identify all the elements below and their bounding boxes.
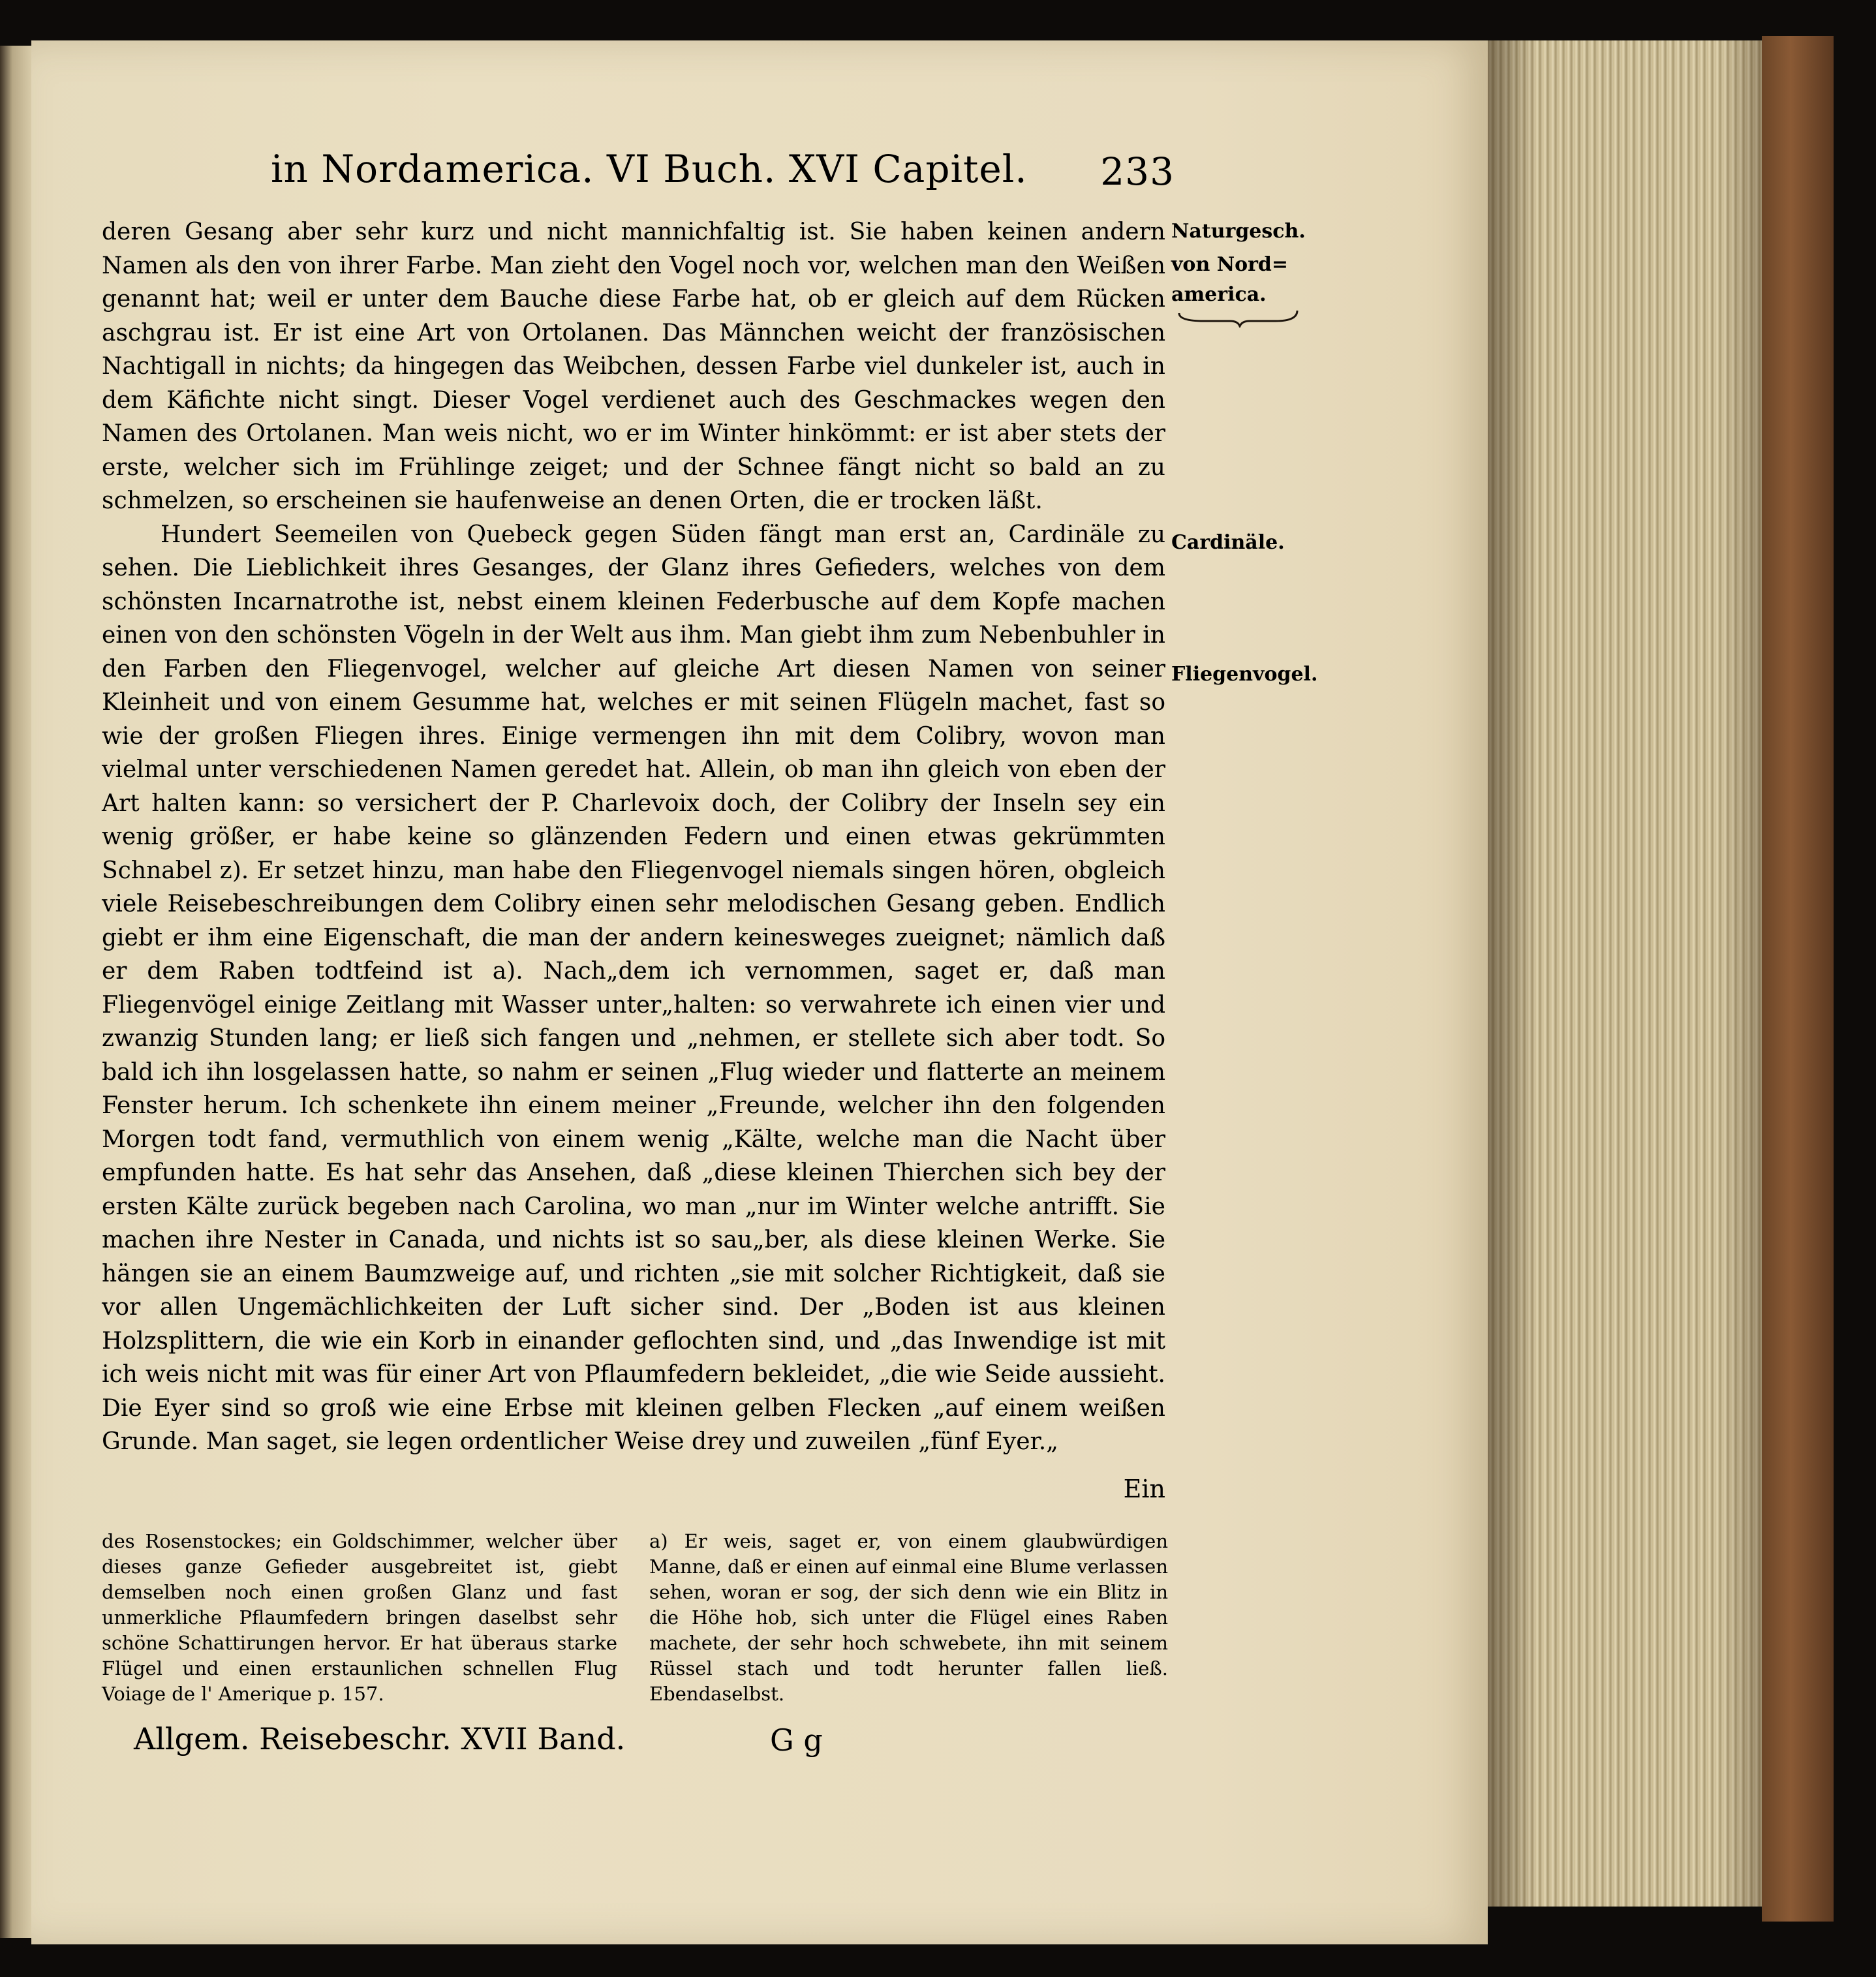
margin-note-naturgesch: Naturgesch. (1171, 220, 1306, 243)
footnote-left-text: des Rosenstockes; ein Goldschimmer, welcher über dieses ganze Gefieder ausgebreitet ist, giebt demselben noch einen großen Glanz und fast unmerkliche Pflaumfedern bringen daselbst sehr schöne Schattirungen hervor. Er hat überaus starke Flügel und einen erstaunlichen schnellen Flug Voiage de l' Amerique p. 157. (102, 1530, 617, 1705)
book-cover (1762, 36, 1834, 1922)
footnote-left (102, 1529, 617, 1707)
margin-note-america: america. (1171, 283, 1267, 306)
catchword: Ein (1123, 1475, 1165, 1503)
paragraph-2: Hundert Seemeilen von Quebeck gegen Süden fängt man erst an, Cardinäle zu sehen. Die Lieblichkeit ihres Gesanges, der Glanz ihres Gefieders, welches von dem schönsten Incarnatrothe ist, nebst einem kleinen Federbusche auf dem Kopfe machen einen von den schönsten Vögeln in der Welt aus ihm. Man giebt ihm zum Nebenbuhler in den Farben den Fliegenvogel, welcher auf gleiche Art diesen Namen von seiner Kleinheit und von einem Gesumme hat, welches er mit seinen Flügeln machet, fast so wie der großen Fliegen ihres. Einige vermengen ihn mit dem Colibry, wovon man vielmal unter verschiedenen Namen geredet hat. Allein, ob man ihn gleich von eben der Art halten kann: so versichert der P. Charlevoix doch, der Colibry der Inseln sey ein wenig größer, er habe keine so glänzenden Federn und einen etwas gekrümmten Schnabel z). Er setzet hinzu, man habe den Fliegenvogel niemals singen hören, obgleich viele Reisebeschreibungen dem Colibry einen sehr melodischen Gesang geben. Endlich giebt er ihm eine Eigenschaft, die man der andern keinesweges zueignet; nämlich daß er dem Raben todtfeind ist a). Nach„dem ich vernommen, saget er, daß man Fliegenvögel einige Zeitlang mit Wasser unter„halten: so verwahrete ich einen vier und zwanzig Stunden lang; er ließ sich fangen und „nehmen, er stellete sich aber todt. So bald ich ihn losgelassen hatte, so nahm er seinen „Flug wieder und flatterte an meinem Fenster herum. Ich schenkete ihn einem meiner „Freunde, welcher ihn den folgenden Morgen todt fand, vermuthlich von einem wenig „Kälte, welche man die Nacht über empfunden hatte. Es hat sehr das Ansehen, daß „diese kleinen Thierchen sich bey der ersten Kälte zurück begeben nach Carolina, wo man „nur im Winter welche antrifft. Sie machen ihre Nester in Canada, und nichts ist so sau„ber, als diese kleinen Werke. Sie hängen sie an einem Baumzweige auf, und richten „sie mit solcher Richtigkeit, daß sie vor allen Ungemächlichkeiten der Luft sicher sind. Der „Boden ist aus kleinen Holzsplittern, die wie ein Korb in einander geflochten sind, und „das Inwendige ist mit ich weis nicht mit was für einer Art von Pflaumfedern bekleidet, „die wie Seide aussieht. Die Eyer sind so groß wie eine Erbse mit kleinen gelben Flecken „auf einem weißen Grunde. Man saget, sie legen ordentlicher Weise drey und zuweilen „fünf Eyer.„ (102, 521, 1165, 1455)
page-number: 233 (1100, 149, 1175, 194)
margin-note-fliegenvogel: Fliegenvogel. (1171, 663, 1318, 686)
margin-brace (1178, 308, 1299, 328)
running-head-title: in Nordamerica. VI Buch. XVI Capitel. (271, 147, 1028, 191)
footnote-right-text: a) Er weis, saget er, von einem glaubwürdigen Manne, daß er einen auf einmal eine Blume verlassen sehen, woran er sog, der sich denn wie ein Blitz in die Höhe hob, sich unter die Flügel eines Raben machete, der sehr hoch schwebete, ihn mit seinem Rüssel stach und todt herunter fallen ließ. Ebendaselbst. (649, 1530, 1168, 1705)
margin-note-von-nord: von Nord= (1171, 253, 1289, 276)
facing-page-edge (0, 46, 31, 1938)
page-edges-shadow (1488, 40, 1762, 1907)
paragraph-1: deren Gesang aber sehr kurz und nicht mannichfaltig ist. Sie haben keinen andern Namen als den von ihrer Farbe. Man zieht den Vogel noch vor, welchen man den Weißen genannt hat; weil er unter dem Bauche diese Farbe hat, ob er gleich auf dem Rücken aschgrau ist. Er ist eine Art von Ortolanen. Das Männchen weicht der französischen Nachtigall in nichts; da hingegen das Weibchen, dessen Farbe viel dunkeler ist, auch in dem Käfichte nicht singt. Dieser Vogel verdienet auch des Geschmackes wegen den Namen des Ortolanen. Man weis nicht, wo er im Winter hinkömmt: er ist aber stets der erste, welcher sich im Frühlinge zeiget; und der Schnee fängt nicht so bald an zu schmelzen, so erscheinen sie haufenweise an denen Orten, die er trocken läßt. (102, 219, 1165, 514)
footnote-right (649, 1529, 1168, 1707)
signature-mark: G g (770, 1723, 823, 1758)
running-head (271, 147, 1175, 192)
margin-note-cardinaele: Cardinäle. (1171, 531, 1285, 554)
signature-line: Allgem. Reisebeschr. XVII Band. (134, 1721, 626, 1756)
main-text (102, 215, 1165, 1459)
